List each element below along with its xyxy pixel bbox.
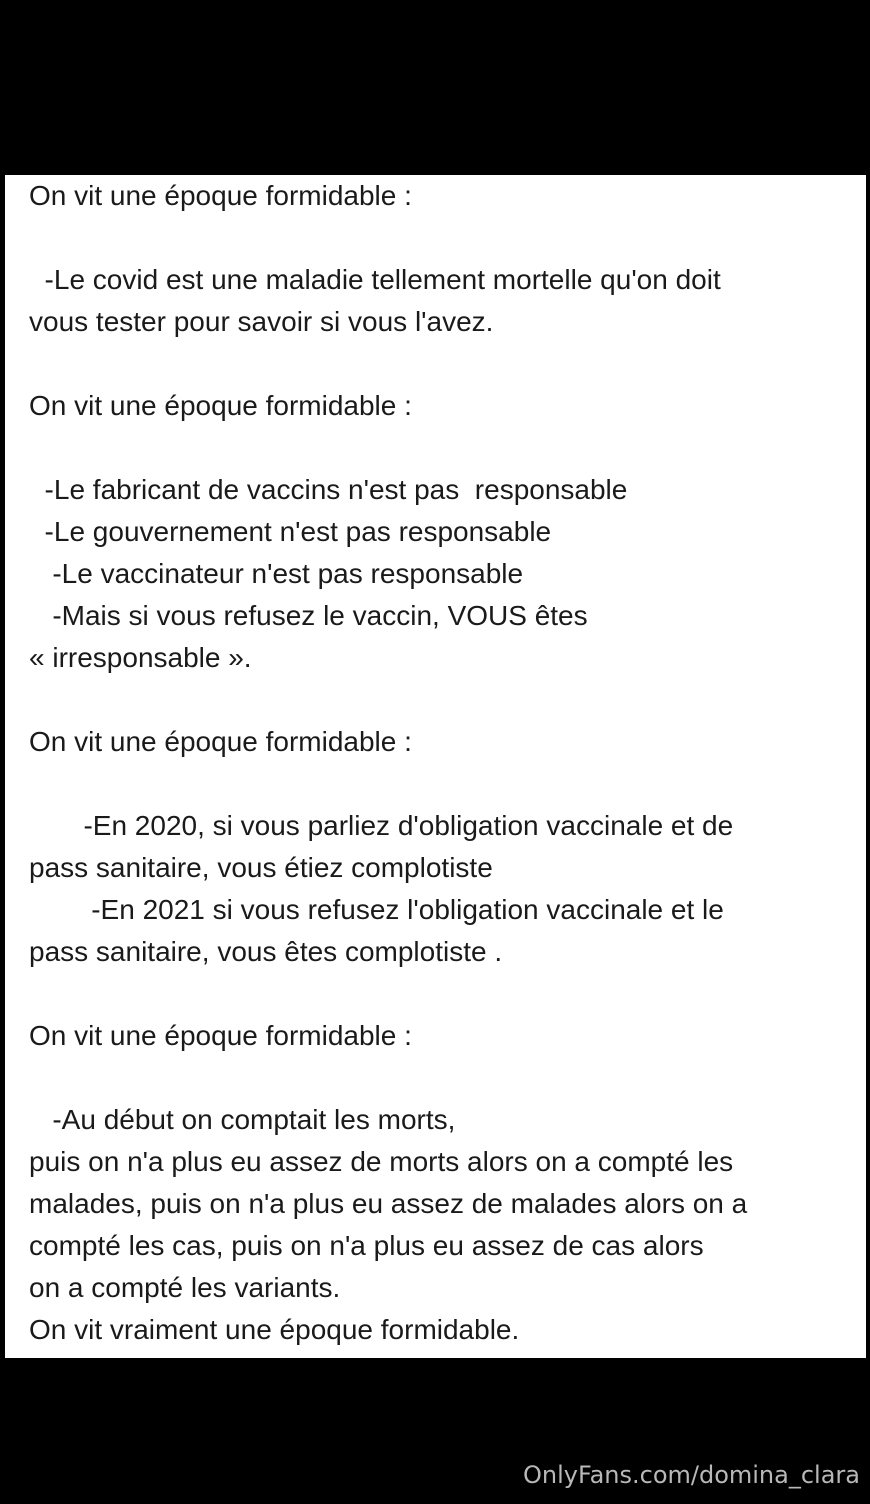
note-line: -Au début on comptait les morts, [29,1104,456,1135]
watermark-text: OnlyFans.com/domina_clara [523,1461,860,1489]
note-line: -Le fabricant de vaccins n'est pas responsable [29,474,628,505]
note-card [5,175,866,1358]
note-line: -En 2020, si vous parliez d'obligation vaccinale et de [29,810,734,841]
note-line: -Le vaccinateur n'est pas responsable [29,558,524,589]
note-line: On vit vraiment une époque formidable. [29,1314,520,1345]
note-line: pass sanitaire, vous êtes complotiste . [29,936,503,967]
note-line: On vit une époque formidable : [29,180,412,211]
note-line: « irresponsable ». [29,642,252,673]
note-line: -En 2021 si vous refusez l'obligation vaccinale et le [29,894,724,925]
note-line: On vit une époque formidable : [29,1020,412,1051]
note-line: pass sanitaire, vous étiez complotiste [29,852,493,883]
note-line: compté les cas, puis on n'a plus eu assez de cas alors [29,1230,704,1261]
note-line: On vit une époque formidable : [29,390,412,421]
note-line: -Mais si vous refusez le vaccin, VOUS êtes [29,600,588,631]
note-line: puis on n'a plus eu assez de morts alors on a compté les [29,1146,734,1177]
note-line: on a compté les variants. [29,1272,341,1303]
note-line: On vit une époque formidable : [29,726,412,757]
note-line: -Le gouvernement n'est pas responsable [29,516,552,547]
note-line: -Le covid est une maladie tellement mortelle qu'on doit [29,264,721,295]
note-line: malades, puis on n'a plus eu assez de malades alors on a [29,1188,748,1219]
note-line: vous tester pour savoir si vous l'avez. [29,306,494,337]
